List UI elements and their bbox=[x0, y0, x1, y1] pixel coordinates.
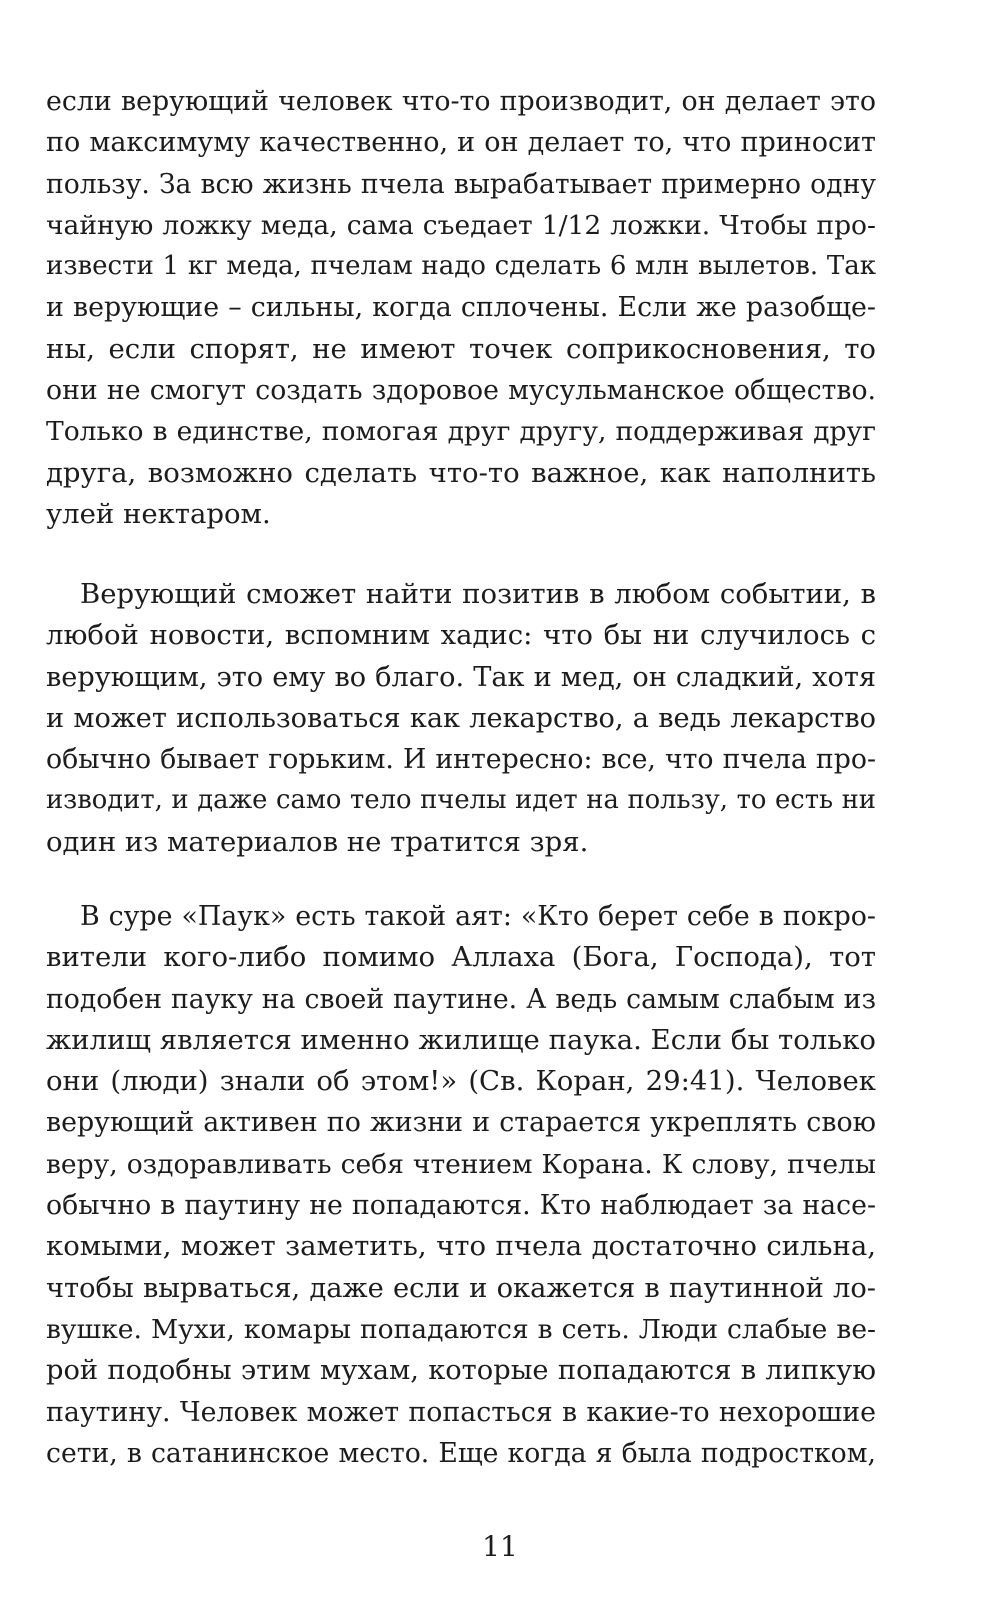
text-line: улей нектаром. bbox=[46, 497, 271, 530]
text-line: они не смогут создать здоровое мусульманское общество. bbox=[46, 375, 876, 407]
text-line: вушке. Мухи, комары попадаются в сеть. Люди слабые ве- bbox=[46, 1313, 876, 1345]
text-line: верующий активен по жизни и старается укреплять свою bbox=[46, 1107, 876, 1139]
page-number: 11 bbox=[482, 1530, 518, 1563]
text-line: и может использоваться как лекарство, а ведь лекарство bbox=[46, 702, 876, 734]
text-line: верующим, это ему во благо. Так и мед, он сладкий, хотя bbox=[46, 661, 876, 693]
text-line: изводит, и даже само тело пчелы идет на пользу, то есть ни bbox=[46, 785, 876, 816]
text-line: рой подобны этим мухам, которые попадаются в липкую bbox=[46, 1355, 876, 1387]
text-line: сети, в сатанинское место. Еще когда я была подростком, bbox=[46, 1437, 876, 1469]
text-line: обычно бывает горьким. И интересно: все, что пчела про- bbox=[46, 744, 876, 776]
text-line: Верующий сможет найти позитив в любом событии, в bbox=[80, 578, 876, 610]
text-line: чтобы вырваться, даже если и окажется в паутинной ло- bbox=[46, 1272, 876, 1304]
text-line: комыми, может заметить, что пчела достаточно сильна, bbox=[46, 1230, 876, 1263]
text-line: Только в единстве, помогая друг другу, поддерживая друг bbox=[46, 416, 876, 448]
text-line: пользу. За всю жизнь пчела вырабатывает примерно одну bbox=[46, 168, 876, 200]
text-line: извести 1 кг меда, пчелам надо сделать 6 млн вылетов. Так bbox=[46, 251, 876, 282]
text-line: паутину. Человек может попасться в какие-то нехорошие bbox=[46, 1396, 876, 1428]
paragraph-2 bbox=[46, 574, 876, 863]
text-line: жилищ является именно жилище паука. Если бы только bbox=[46, 1023, 876, 1056]
text-line: подобен пауку на своей паутине. А ведь самым слабым из bbox=[46, 983, 876, 1015]
paragraph-1 bbox=[46, 81, 876, 535]
text-line: чайную ложку меда, сама съедает 1/12 ложки. Чтобы про- bbox=[46, 209, 876, 241]
text-line: В суре «Паук» есть такой аят: «Кто берет себе в покро- bbox=[80, 901, 876, 932]
text-line: и верующие – сильны, когда сплочены. Если же разобще- bbox=[46, 292, 876, 324]
text-line: веру, оздоравливать себя чтением Корана. К слову, пчелы bbox=[46, 1148, 876, 1180]
text-line: один из материалов не тратится зря. bbox=[46, 825, 589, 858]
text-line: обычно в паутину не попадаются. Кто наблюдает за насе- bbox=[46, 1190, 876, 1222]
paragraph-3 bbox=[46, 896, 876, 1474]
text-line: любой новости, вспомним хадис: что бы ни случилось с bbox=[46, 619, 876, 652]
text-line: друга, возможно сделать что-то важное, как наполнить bbox=[46, 456, 876, 489]
text-line: ны, если спорят, не имеют точек соприкосновения, то bbox=[46, 332, 876, 365]
text-line: по максимуму качественно, и он делает то, что приносит bbox=[46, 127, 876, 159]
text-line: вители кого-либо помимо Аллаха (Бога, Господа), тот bbox=[46, 941, 876, 974]
text-line: если верующий человек что-то производит, он делает это bbox=[46, 86, 876, 117]
text-line: они (люди) знали об этом!» (Св. Коран, 29:41). Человек bbox=[46, 1065, 876, 1098]
